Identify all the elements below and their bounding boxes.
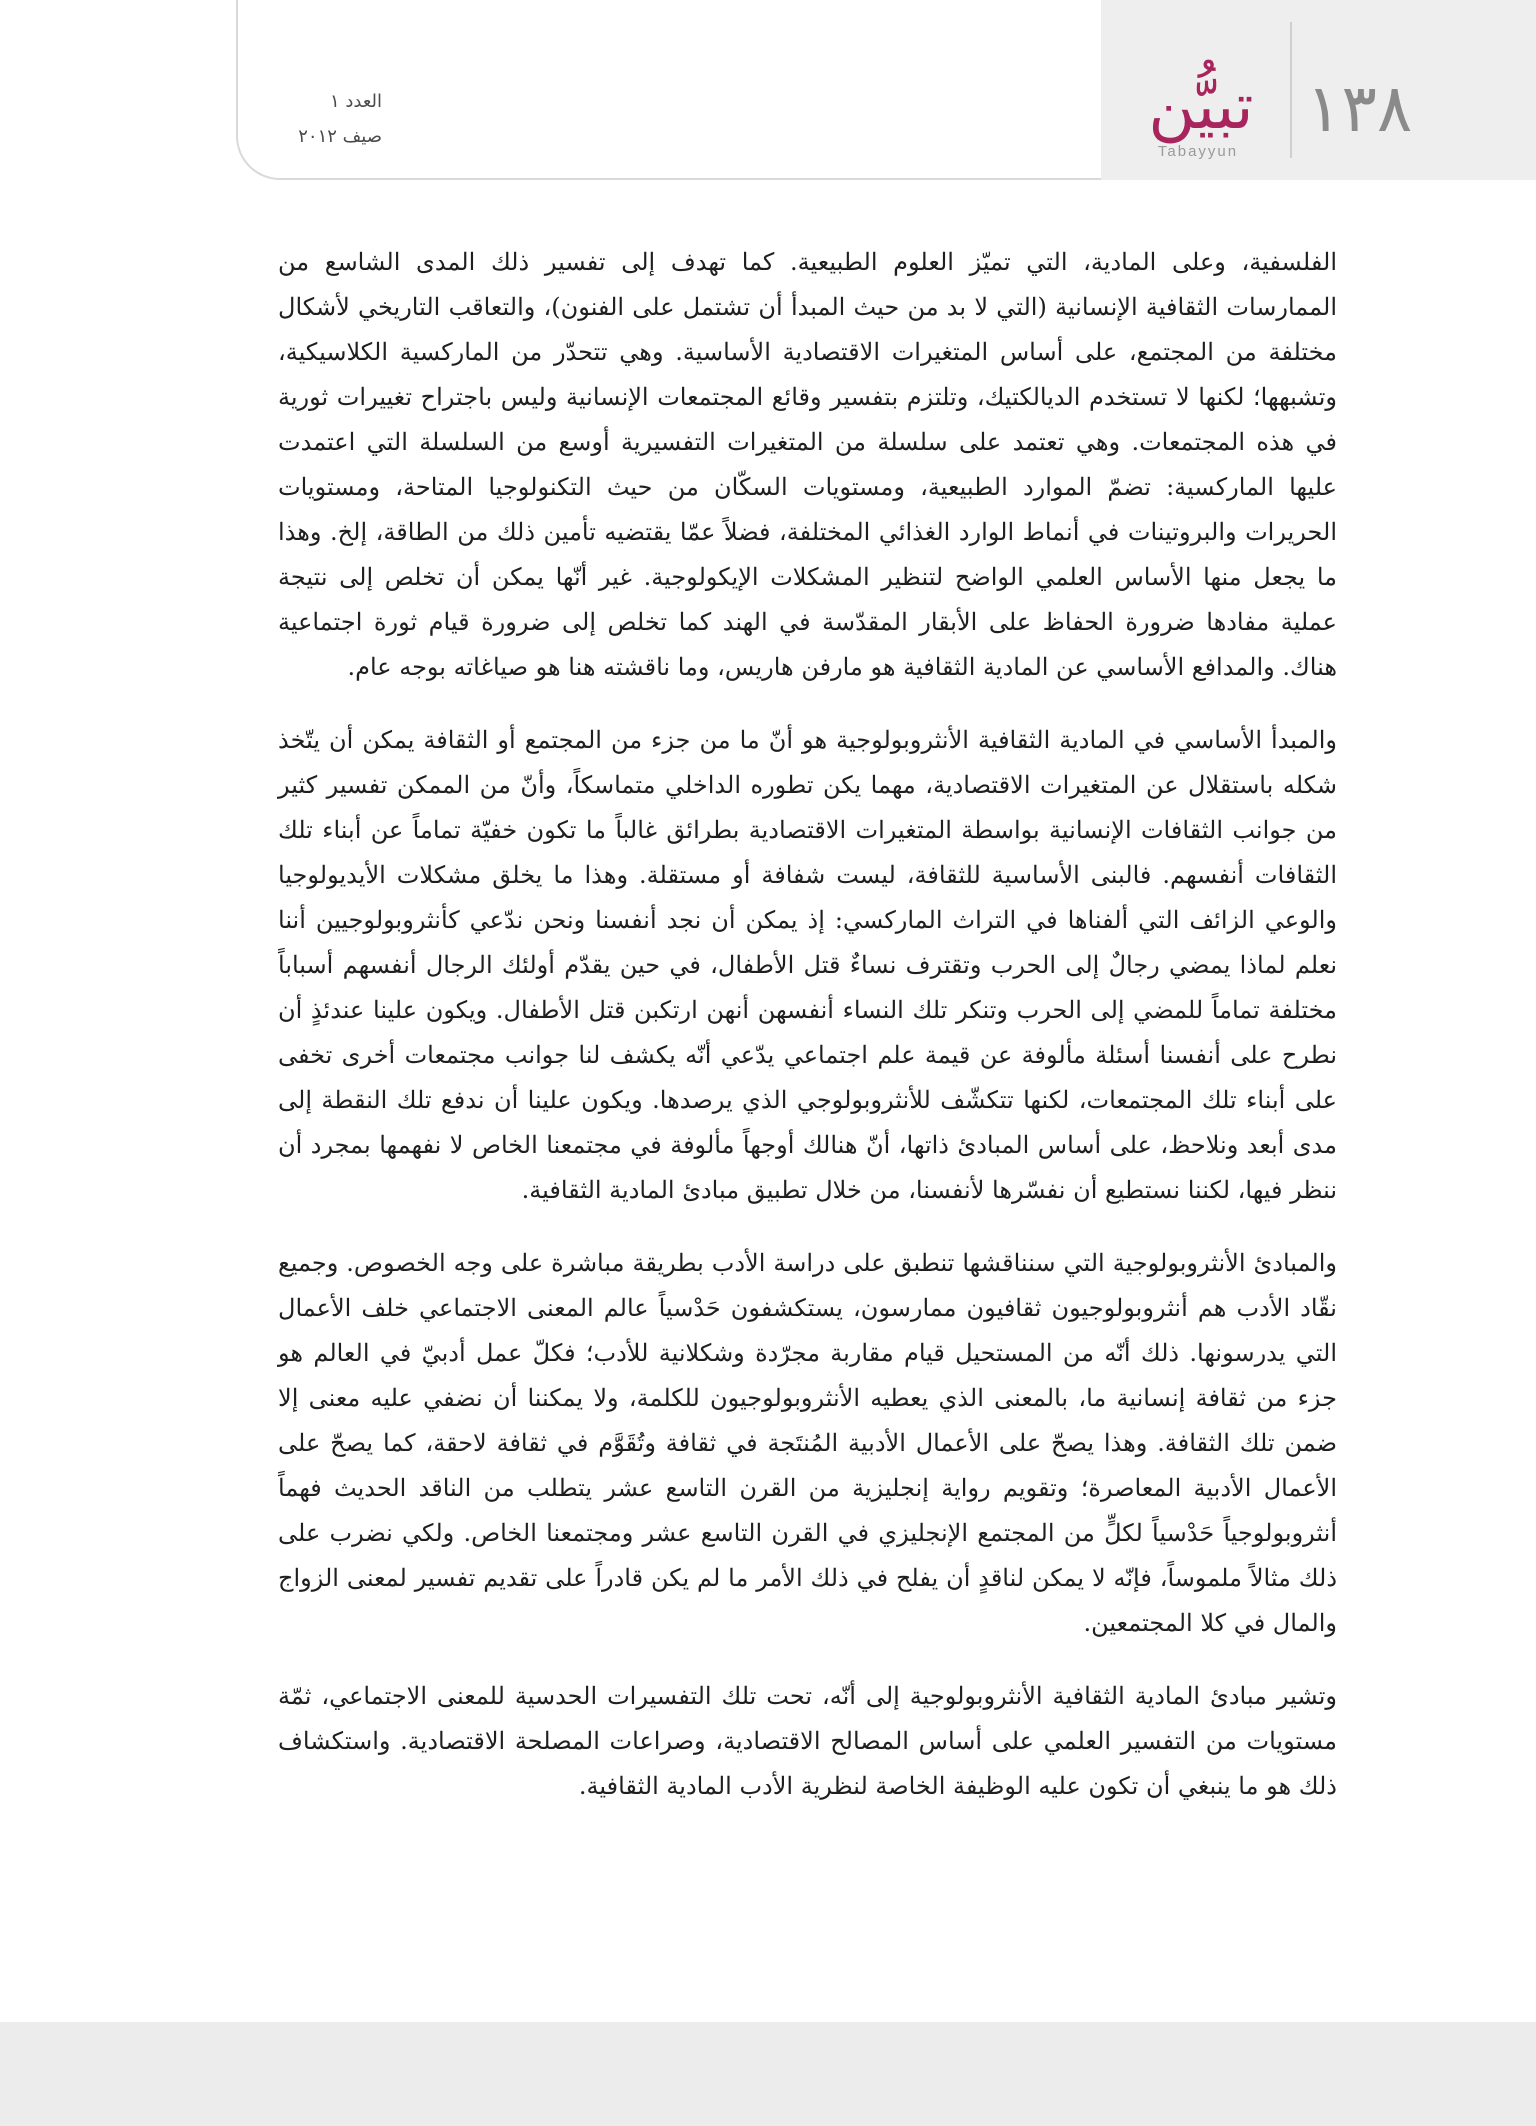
article-body (278, 240, 1337, 1837)
tabayyun-logo (1118, 72, 1278, 172)
paragraph-2: والمبدأ الأساسي في المادية الثقافية الأنثروبولوجية هو أنّ ما من جزء من المجتمع أو الثقافة يمكن أن يتّخذ شكله باستقلال عن المتغيرات الاقتصادية، مهما يكن تطوره الداخلي متماسكاً، وأنّ من الممكن تفسير كثير من جوانب الثقافات الإنسانية بواسطة المتغيرات الاقتصادية بطرائق غالباً ما تكون خفيّة تماماً عن أبناء تلك الثقافات أنفسهم. فالبنى الأساسية للثقافة، ليست شفافة أو مستقلة. وهذا ما يخلق مشكلات الأيديولوجيا والوعي الزائف التي ألفناها في التراث الماركسي: إذ يمكن أن نجد أنفسنا ونحن ندّعي كأنثروبولوجيين أننا نعلم لماذا يمضي رجالٌ إلى الحرب وتقترف نساءٌ قتل الأطفال، في حين يقدّم أولئك الرجال أنفسهم أسباباً مختلفة تماماً للمضي إلى الحرب وتنكر تلك النساء أنفسهن أنهن ارتكبن قتل الأطفال. ويكون علينا عندئذٍ أن نطرح على أنفسنا أسئلة مألوفة عن قيمة علم اجتماعي يدّعي أنّه يكشف لنا جوانب مجتمعات أخرى تخفى على أبناء تلك المجتمعات، لكنها تتكشّف للأنثروبولوجي الذي يرصدها. ويكون علينا أن ندفع تلك النقطة إلى مدى أبعد ونلاحظ، على أساس المبادئ ذاتها، أنّ هنالك أوجهاً مألوفة في مجتمعنا الخاص لا نفهمها بمجرد أن ننظر فيها، لكننا نستطيع أن نفسّرها لأنفسنا، من خلال تطبيق مبادئ المادية الثقافية. (278, 726, 1337, 1204)
footer-band (0, 2022, 1536, 2126)
issue-number: العدد ١ (329, 91, 382, 112)
issue-season: صيف ٢٠١٢ (298, 126, 382, 147)
logo-arabic-text: تبيُّن (1148, 70, 1254, 144)
paragraph-3: والمبادئ الأنثروبولوجية التي سنناقشها تنطبق على دراسة الأدب بطريقة مباشرة على وجه الخصوص. وجميع نقّاد الأدب هم أنثروبولوجيون ثقافيون ممارسون، يستكشفون حَدْسياً عالم المعنى الاجتماعي خلف الأعمال التي يدرسونها. ذلك أنّه من المستحيل قيام مقاربة مجرّدة وشكلانية للأدب؛ فكلّ عمل أدبيّ في العالم هو جزء من ثقافة إنسانية ما، بالمعنى الذي يعطيه الأنثروبولوجيون للكلمة، ولا يمكننا أن نضفي عليه معنى إلا ضمن تلك الثقافة. وهذا يصحّ على الأعمال الأدبية المُنتَجة في ثقافة وتُقَوَّم في ثقافة لاحقة، كما يصحّ على الأعمال الأدبية المعاصرة؛ وتقويم رواية إنجليزية من القرن التاسع عشر يتطلب من الناقد الحديث فهماً أنثروبولوجياً حَدْسياً لكلٍّ من المجتمع الإنجليزي في القرن التاسع عشر ومجتمعنا الخاص. ولكي نضرب على ذلك مثالاً ملموساً، فإنّه لا يمكن لناقدٍ أن يفلح في ذلك الأمر ما لم يكن قادراً على تقديم تفسير لمعنى الزواج والمال في كلا المجتمعين. (278, 1249, 1337, 1637)
logo-latin-text: Tabayyun (1157, 143, 1239, 160)
issue-info (262, 84, 382, 154)
page-number: ١٣٨ (1306, 70, 1413, 147)
header-divider (1290, 22, 1292, 158)
paragraph-4: وتشير مبادئ المادية الثقافية الأنثروبولوجية إلى أنّه، تحت تلك التفسيرات الحدسية للمعنى الاجتماعي، ثمّة مستويات من التفسير العلمي على أساس المصالح الاقتصادية، وصراعات المصلحة الاقتصادية. واستكشاف ذلك هو ما ينبغي أن تكون عليه الوظيفة الخاصة لنظرية الأدب المادية الثقافية. (278, 1682, 1337, 1800)
paragraph-1: الفلسفية، وعلى المادية، التي تميّز العلوم الطبيعية. كما تهدف إلى تفسير ذلك المدى الشاسع من الممارسات الثقافية الإنسانية (التي لا بد من حيث المبدأ أن تشتمل على الفنون)، والتعاقب التاريخي لأشكال مختلفة من المجتمع، على أساس المتغيرات الاقتصادية الأساسية. وهي تتحدّر من الماركسية الكلاسيكية، وتشبهها؛ لكنها لا تستخدم الديالكتيك، وتلتزم بتفسير وقائع المجتمعات الإنسانية وليس باجتراح تغييرات ثورية في هذه المجتمعات. وهي تعتمد على سلسلة من المتغيرات التفسيرية أوسع من السلسلة التي اعتمدت عليها الماركسية: تضمّ الموارد الطبيعية، ومستويات السكّان من حيث التكنولوجيا المتاحة، ومستويات الحريرات والبروتينات في أنماط الوارد الغذائي المختلفة، فضلاً عمّا يقتضيه تأمين ذلك من الطاقة، إلخ. وهذا ما يجعل منها الأساس العلمي الواضح لتنظير المشكلات الإيكولوجية. غير أنّها يمكن أن تخلص إلى نتيجة عملية مفادها ضرورة الحفاظ على الأبقار المقدّسة في الهند كما تخلص إلى ضرورة قيام ثورة اجتماعية هناك. والمدافع الأساسي عن المادية الثقافية هو مارفن هاريس، وما ناقشته هنا هو صياغاته بوجه عام. (278, 248, 1337, 681)
